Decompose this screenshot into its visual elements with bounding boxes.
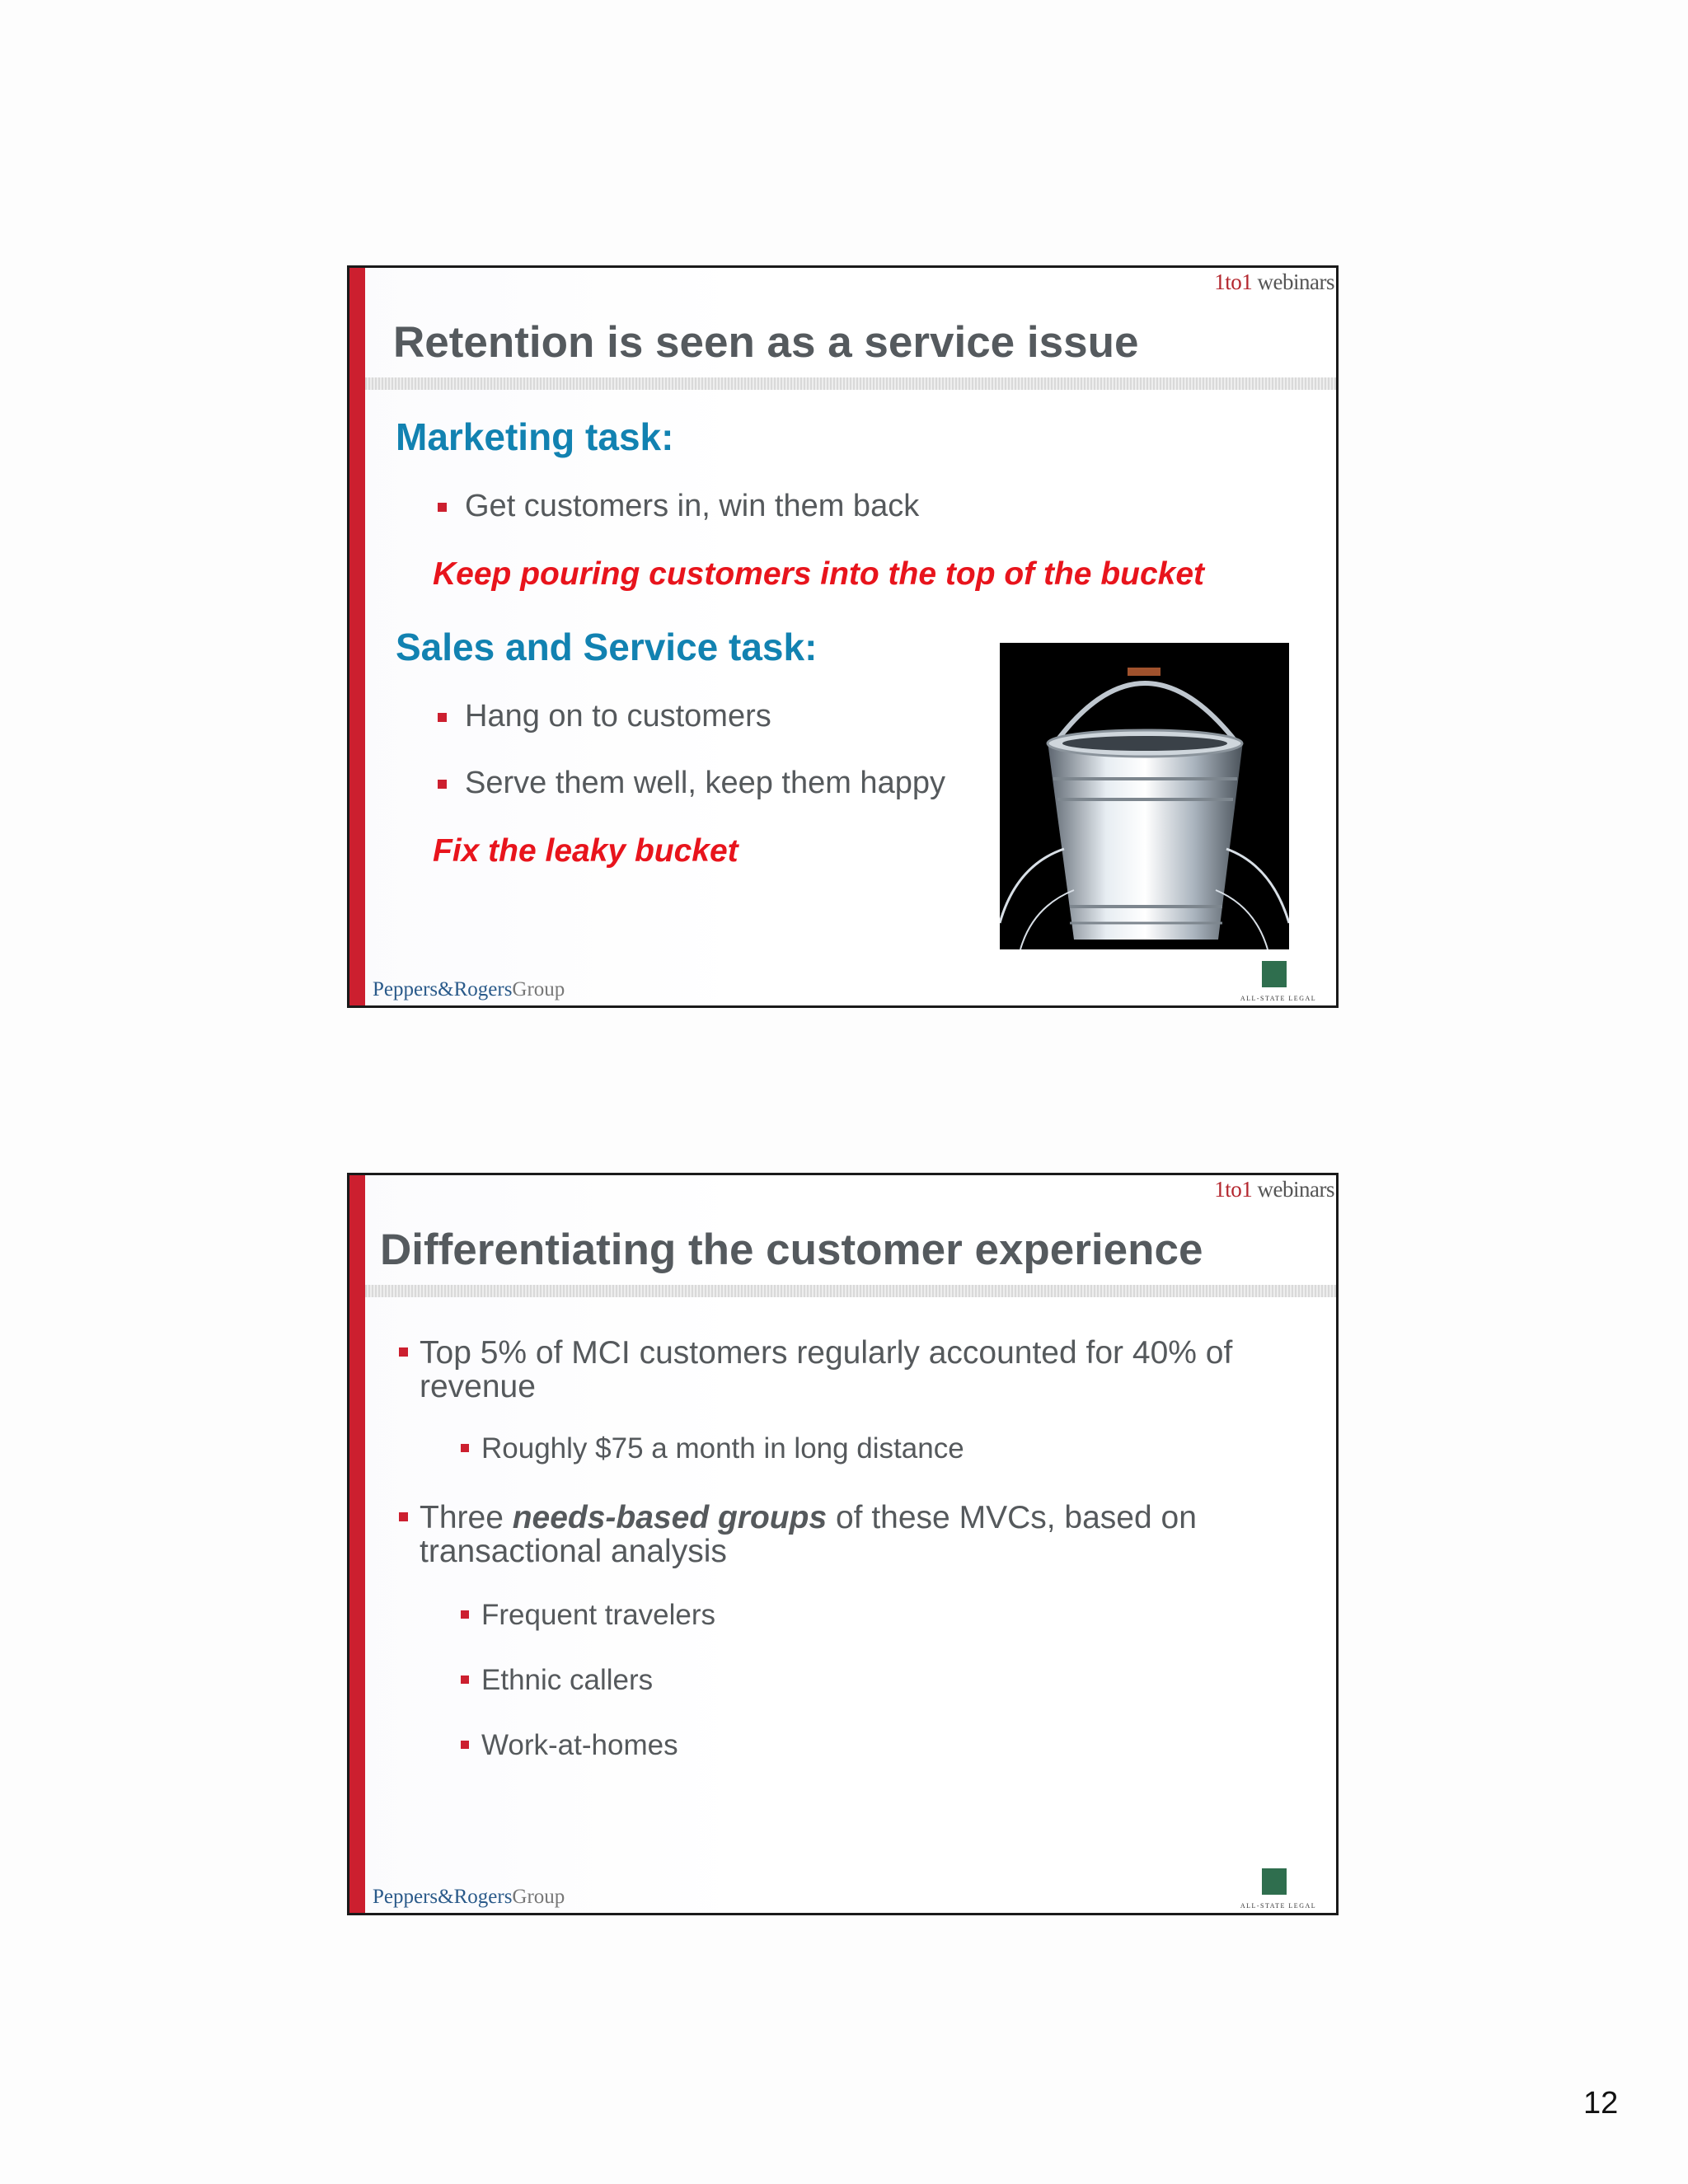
bullet-item: Get customers in, win them back bbox=[465, 489, 920, 523]
all-state-legal-logo: ALL-STATE LEGAL bbox=[1226, 1868, 1331, 1910]
emphasis-text: Keep pouring customers into the top of the bucket bbox=[433, 556, 1205, 592]
slide-title: Differentiating the customer experience bbox=[380, 1226, 1203, 1274]
bullet-item: Top 5% of MCI customers regularly accounted for 40% of revenue bbox=[420, 1336, 1285, 1404]
section-heading-marketing: Marketing task: bbox=[396, 415, 674, 458]
slide-differentiating bbox=[347, 1173, 1339, 1915]
webinars-logo: 1to1 webinars bbox=[1214, 269, 1334, 294]
legal-mark-icon bbox=[1262, 961, 1287, 987]
slide-title: Retention is seen as a service issue bbox=[393, 318, 1139, 367]
leaky-bucket-image bbox=[1000, 643, 1289, 949]
legal-mark-icon bbox=[1262, 1868, 1287, 1895]
webinars-logo: 1to1 webinars bbox=[1214, 1177, 1334, 1202]
title-divider bbox=[365, 377, 1336, 390]
slide-accent-bar bbox=[349, 268, 365, 1005]
all-state-legal-logo: ALL-STATE LEGAL bbox=[1226, 961, 1331, 1002]
sub-bullet-item: Frequent travelers bbox=[481, 1599, 716, 1631]
slide-retention bbox=[347, 265, 1339, 1008]
bullet-item: Three needs-based groups of these MVCs, based on transactional analysis bbox=[420, 1501, 1285, 1568]
page-number: 12 bbox=[1583, 2086, 1619, 2121]
bullet-item: Hang on to customers bbox=[465, 699, 771, 733]
sub-bullet-item: Ethnic callers bbox=[481, 1664, 654, 1696]
title-divider bbox=[365, 1285, 1336, 1297]
sub-bullet-item: Roughly $75 a month in long distance bbox=[481, 1432, 964, 1465]
sub-bullet-item: Work-at-homes bbox=[481, 1729, 678, 1761]
peppers-rogers-logo: Peppers&RogersGroup bbox=[373, 1886, 565, 1908]
slide-accent-bar bbox=[349, 1175, 365, 1913]
bullet-item: Serve them well, keep them happy bbox=[465, 766, 945, 800]
emphasis-text: Fix the leaky bucket bbox=[433, 833, 738, 869]
peppers-rogers-logo: Peppers&RogersGroup bbox=[373, 978, 565, 1001]
section-heading-sales-service: Sales and Service task: bbox=[396, 626, 818, 668]
